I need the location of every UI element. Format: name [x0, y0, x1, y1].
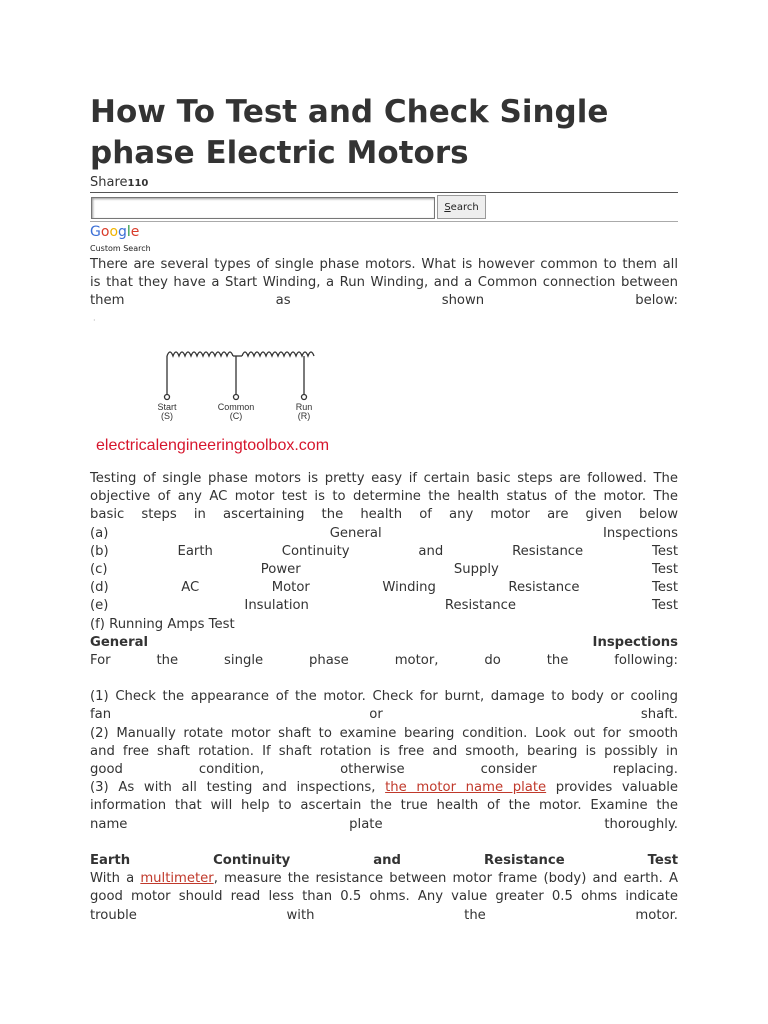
- search-input[interactable]: [91, 197, 435, 219]
- testing-paragraph: Testing of single phase motors is pretty easy if certain basic steps are followed. The objective of any AC motor test is to determine the health status of the motor. The basic steps in ascertaining the health of any motor are given below (a) General Inspections (b) Earth Continuity and Resistance Test (c) Power Supply Test (d) AC Motor Winding Resistance Test (e) Insulation Resistance Test (f) Running Amps Test General Inspections For the single phase motor, do the following: (1) Check the appearance of the motor. Check for burnt, damage to body or cooling fan or shaft. (2) Manually rotate motor shaft to examine bearing condition. Look out for smooth and free shaft rotation. If shaft rotation is free and smooth, bearing is possibly in good condition, otherwise consider replacing. (3) As with all testing and inspections, the motor name plate provides valuable information that will help to ascertain the true health of the motor. Examine the name plate thoroughly. Earth Continuity and Resistance Test With a multimeter, measure the resistance between motor frame (body) and earth. A good motor should read less than 0.5 ohms. Any value greater 0.5 ohms indicate trouble with the motor.: [90, 471, 679, 923]
- general-item: and free shaft rotation. If shaft rotation is free and smooth, bearing is possibly in: [90, 743, 678, 759]
- custom-search-label: Custom Search: [90, 244, 151, 253]
- google-logo-letter: l: [126, 224, 131, 240]
- general-item: (1) Check the appearance of the motor. Check for burnt, damage to body or cooling: [90, 689, 678, 705]
- step-item: (d) AC Motor Winding Resistance Test: [90, 580, 678, 596]
- run-winding-coil: [242, 352, 314, 356]
- intro-paragraph: There are several types of single phase motors. What is however common to them all is that they have a Start Winding, a Run Winding, and a Common connection between them as shown below:: [90, 257, 678, 309]
- general-item: fan or shaft.: [90, 707, 678, 723]
- google-logo-letter: o: [109, 224, 119, 240]
- general-item: (2) Manually rotate motor shaft to examine bearing condition. Look out for smooth: [90, 725, 678, 741]
- search-button[interactable]: Search: [437, 195, 486, 219]
- divider: [90, 221, 678, 222]
- step-item: (a) General Inspections: [90, 525, 678, 541]
- start-terminal: [165, 395, 170, 400]
- step-item: (f) Running Amps Test: [90, 616, 235, 632]
- run-terminal: [302, 395, 307, 400]
- step-item: (c) Power Supply Test: [90, 561, 678, 577]
- bullet-dot: ·: [93, 316, 96, 325]
- motor-name-plate-link[interactable]: the motor name plate: [385, 780, 547, 796]
- earth-heading: Earth Continuity and Resistance Test: [90, 852, 679, 868]
- common-label: Common: [217, 402, 255, 412]
- step-item: (b) Earth Continuity and Resistance Test: [90, 543, 678, 559]
- general-item-3: (3) As with all testing and inspections, the motor name plate provides valuable: [90, 780, 678, 796]
- start-label: Start: [157, 402, 177, 412]
- general-heading: General Inspections: [90, 634, 678, 650]
- start-abbr: (S): [161, 411, 173, 421]
- start-winding-coil: [167, 352, 233, 356]
- google-logo-letter: e: [130, 224, 140, 240]
- share-count: 110: [127, 178, 149, 189]
- run-label: Run: [295, 402, 313, 412]
- common-abbr: (C): [229, 411, 243, 421]
- step-item: (e) Insulation Resistance Test: [90, 598, 678, 614]
- page-title: How To Test and Check Single phase Electric Motors: [90, 94, 609, 171]
- run-abbr: (R): [297, 411, 311, 421]
- earth-line: With a multimeter, measure the resistance between motor frame (body) and earth. A: [90, 871, 678, 887]
- share-label[interactable]: Share: [90, 175, 128, 190]
- multimeter-link[interactable]: multimeter: [140, 871, 214, 887]
- google-logo-letter: G: [90, 224, 101, 240]
- general-intro: For the single phase motor, do the following:: [90, 652, 678, 668]
- google-logo-letter: o: [100, 224, 110, 240]
- divider: [90, 192, 678, 193]
- common-terminal: [234, 395, 239, 400]
- google-logo: [90, 224, 139, 240]
- watermark-text: electricalengineeringtoolbox.com: [96, 437, 330, 454]
- general-item: good condition, otherwise consider replacing.: [90, 762, 678, 777]
- google-logo-letter: g: [118, 224, 127, 240]
- share-widget[interactable]: [90, 175, 148, 190]
